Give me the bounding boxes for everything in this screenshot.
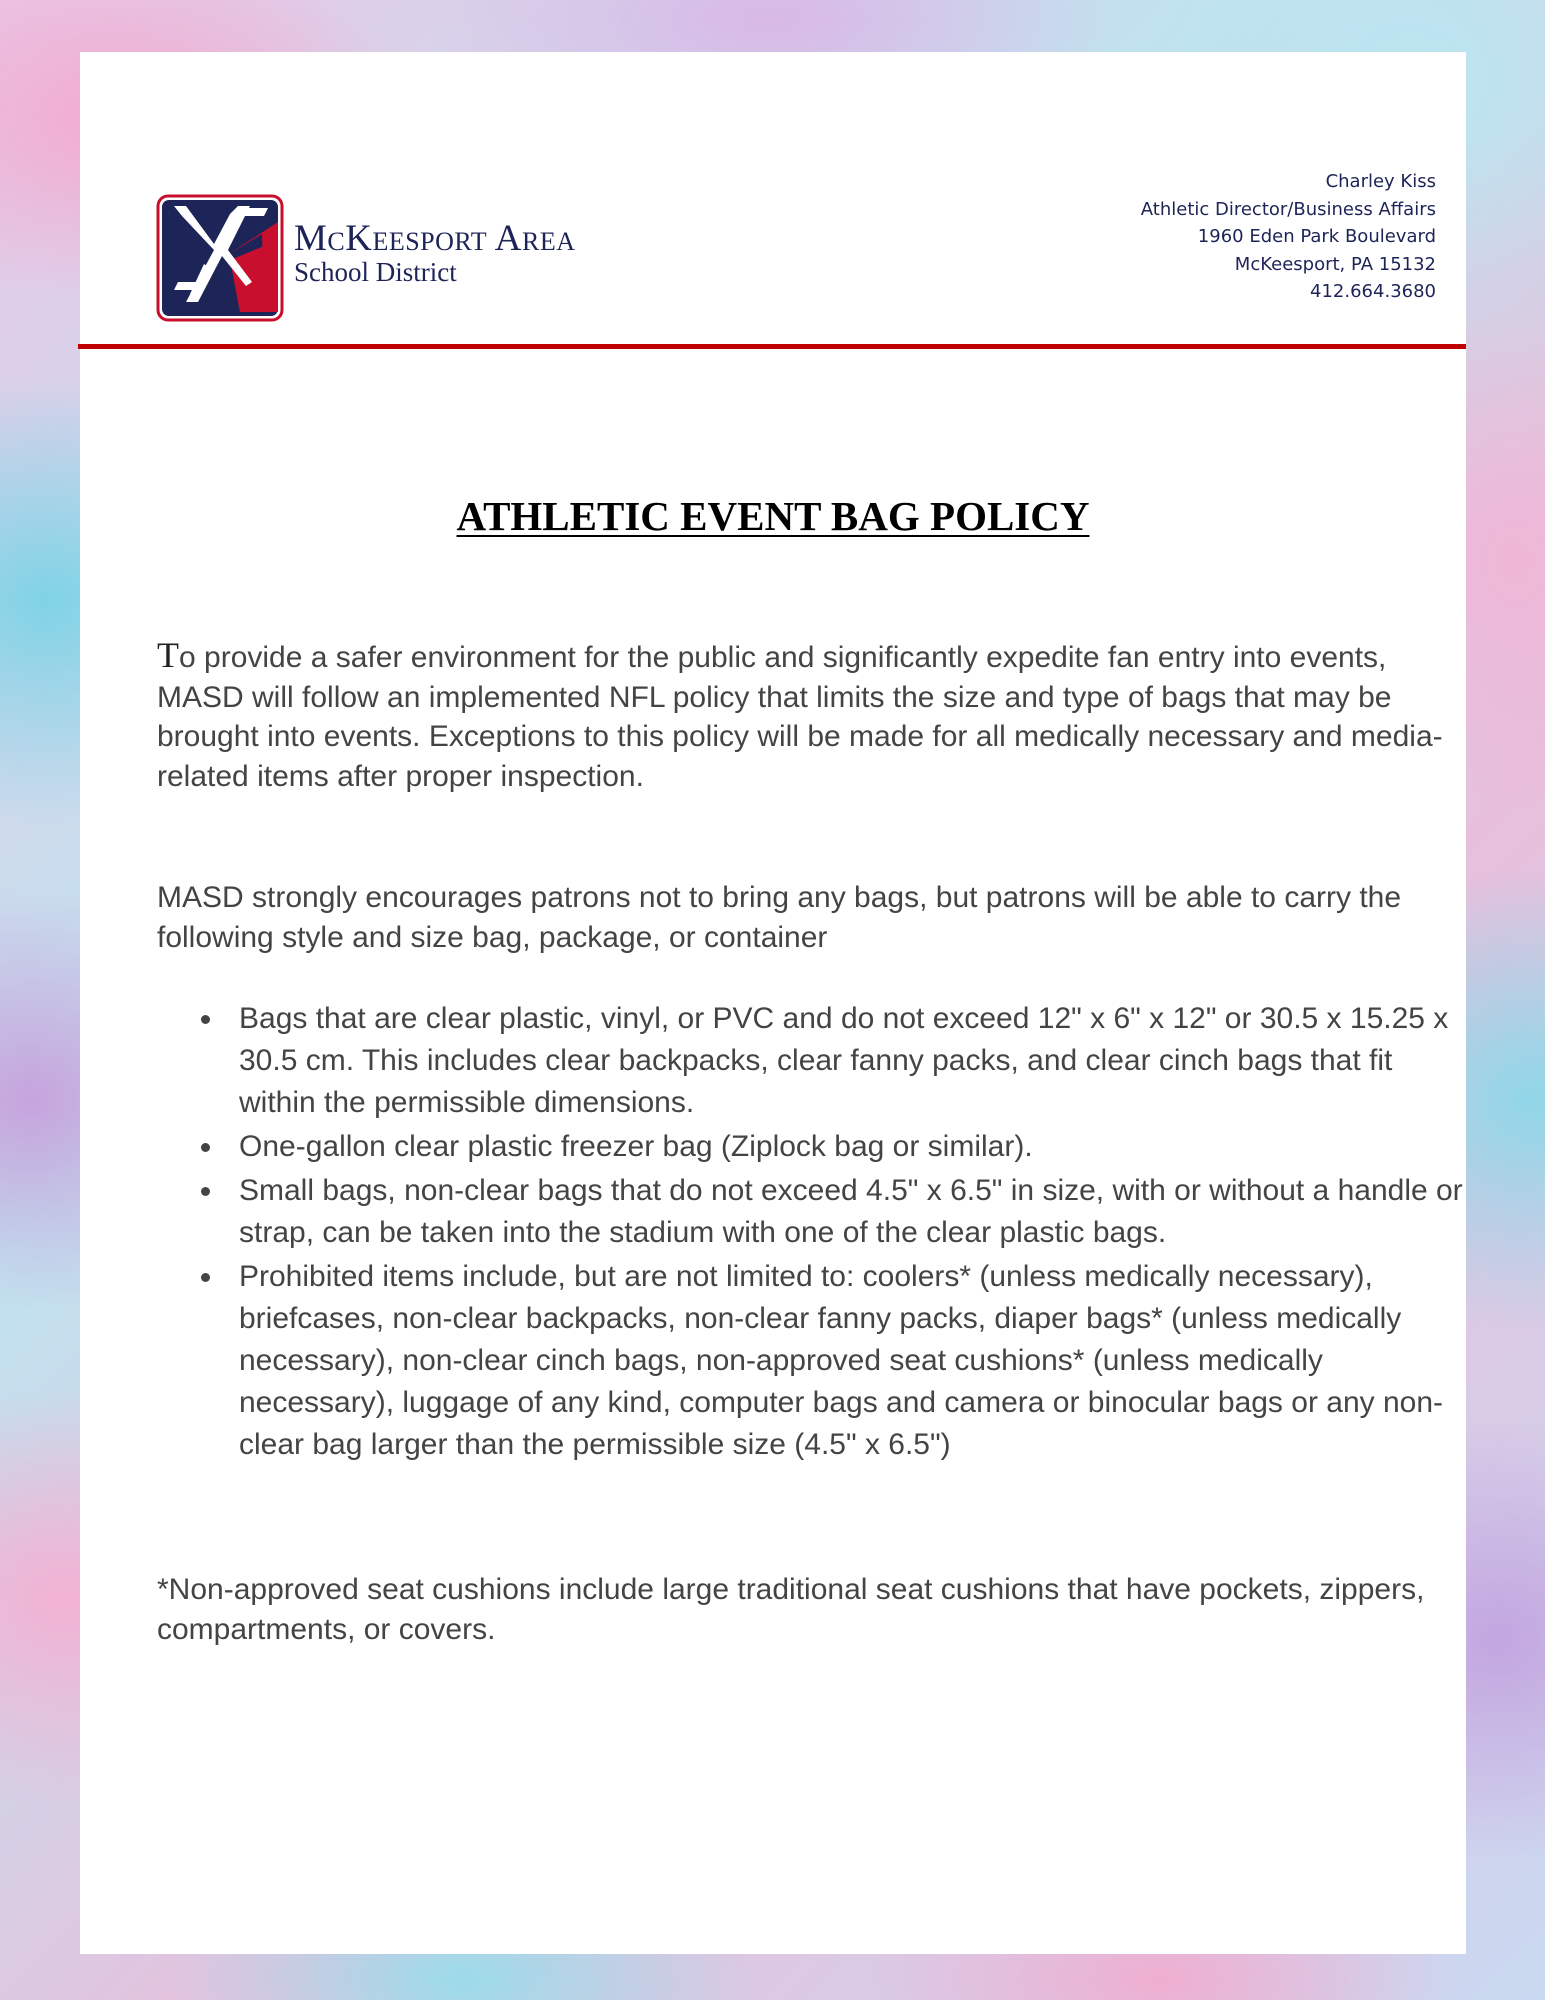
contact-phone: 412.664.3680	[1310, 281, 1436, 302]
contact-street: 1960 Eden Park Boulevard	[1197, 226, 1436, 247]
document-page	[80, 52, 1466, 1954]
district-logo-mark	[156, 194, 284, 322]
bag-rules-list	[157, 998, 1467, 1468]
list-item	[157, 1256, 1467, 1466]
contact-name: Charley Kiss	[1325, 171, 1436, 192]
contact-block	[1141, 168, 1436, 306]
bullet-dot	[201, 1187, 210, 1196]
header-divider	[78, 344, 1466, 349]
encouragement-paragraph: MASD strongly encourages patrons not to bring any bags, but patrons will be able to carry the following style and size bag, package, or container	[157, 881, 1402, 954]
list-item-text: Bags that are clear plastic, vinyl, or PVC and do not exceed 12" x 6" x 12" or 30.5 x 15.25 x 30.5 cm. This includes clear backpacks, clear fanny packs, and clear cinch bags that fit within the permissible dimensions.	[239, 1002, 1449, 1119]
district-logo	[156, 194, 284, 322]
intro-dropcap: T	[157, 635, 179, 675]
district-name	[294, 220, 576, 286]
bullet-dot	[201, 1143, 210, 1152]
contact-title: Athletic Director/Business Affairs	[1140, 198, 1436, 220]
list-item	[157, 998, 1467, 1124]
district-name-line1: McKeesport Area	[294, 218, 576, 259]
list-item-text: Small bags, non-clear bags that do not exceed 4.5" x 6.5" in size, with or without a handle or strap, can be taken into the stadium with one of the clear plastic bags.	[239, 1174, 1463, 1249]
bullet-dot	[201, 1015, 210, 1024]
bullet-dot	[201, 1273, 210, 1282]
list-item-text: Prohibited items include, but are not limited to: coolers* (unless medically necessary), briefcases, non-clear backpacks, non-clear fanny packs, diaper bags* (unless medically necessary), non-clear cinch bags, non-approved seat cushions* (unless medically necessary), luggage of any kind, computer bags and camera or binocular bags or any non-clear bag larger than the permissible size (4.5" x 6.5")	[239, 1260, 1444, 1461]
intro-paragraph	[157, 636, 1467, 796]
intro-text: o provide a safer environment for the public and significantly expedite fan entry into events, MASD will follow an implemented NFL policy that limits the size and type of bags that may be brought into events. Exceptions to this policy will be made for all medically necessary and media-related items after proper inspection.	[157, 641, 1443, 793]
contact-city: McKeesport, PA 15132	[1234, 253, 1436, 275]
district-name-line2: School District	[294, 257, 457, 287]
list-item	[157, 1126, 1467, 1168]
footnote: *Non-approved seat cushions include large traditional seat cushions that have pockets, zippers, compartments, or covers.	[157, 1573, 1425, 1646]
list-item	[157, 1170, 1467, 1254]
list-item-text: One-gallon clear plastic freezer bag (Ziplock bag or similar).	[239, 1130, 1033, 1163]
page-title: ATHLETIC EVENT BAG POLICY	[456, 493, 1090, 539]
